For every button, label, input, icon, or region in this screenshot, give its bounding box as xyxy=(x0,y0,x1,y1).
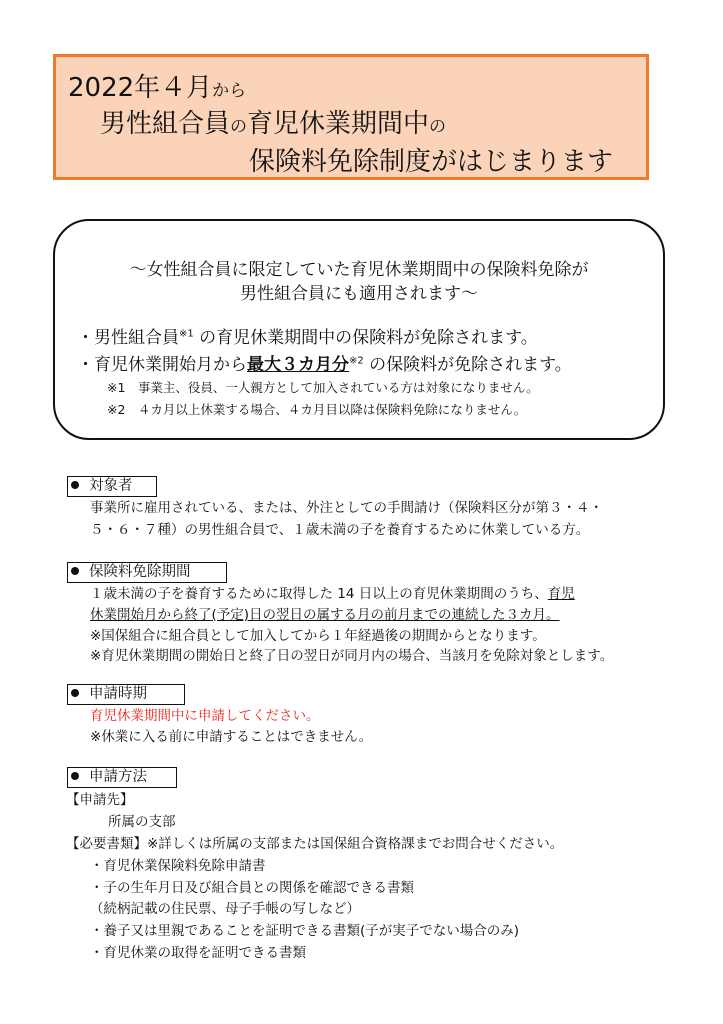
timing-line-2: ※休業に入る前に申請することはできません。 xyxy=(90,729,373,745)
section-heading-target xyxy=(67,476,157,497)
title-particle-1: の xyxy=(230,117,248,137)
title-line-1 xyxy=(68,67,246,104)
notice-subtitle-2: 男性組合員にも適用されます～ xyxy=(240,284,478,304)
period-note-1: ※国保組合に組合員として加入してから１年経過後の期間からとなります。 xyxy=(90,628,546,644)
method-doc-2: ・子の生年月日及び組合員との関係を確認できる書類 xyxy=(90,880,414,896)
section-heading-timing xyxy=(67,684,185,705)
target-line-2: ５・６・７種）の男性組合員で、１歳未満の子を養育するために休業している方。 xyxy=(90,522,590,538)
period-note-2: ※育児休業期間の開始日と終了日の翌日が同月内の場合、当該月を免除対象とします。 xyxy=(90,648,614,664)
bullet-1-sup: ※1 xyxy=(179,328,194,340)
notice-bullet-2 xyxy=(77,350,572,375)
title-particle-2: の xyxy=(429,117,447,137)
title-banner xyxy=(53,54,649,180)
heading-label: 対象者 xyxy=(89,478,133,494)
period-line-1-plain: １歳未満の子を養育するために取得した 14 日以上の育児休業期間のうち、 xyxy=(90,586,548,602)
target-line-1: 事業所に雇用されている、または、外注としての手間請け（保険料区分が第３・４・ xyxy=(90,500,603,516)
title-childcare-period: 育児休業期間中 xyxy=(247,109,430,139)
method-doc-2-note: （続柄記載の住民票、母子手帳の写しなど） xyxy=(90,901,360,917)
heading-label: 申請方法 xyxy=(89,769,147,785)
bullet-1-pre: ・男性組合員 xyxy=(77,328,179,348)
bullet-2-sup: ※2 xyxy=(349,355,364,367)
section-heading-method xyxy=(67,767,177,788)
method-doc-4: ・育児休業の取得を証明できる書類 xyxy=(90,945,306,961)
title-line-3: 保険料免除制度がはじまります xyxy=(249,147,614,177)
method-dest-label: 【申請先】 xyxy=(66,792,134,808)
period-line-2: 休業開始月から終了(予定)日の翌日の属する月の前月までの連続した３カ月。 xyxy=(90,607,560,623)
method-docs-label: 【必要書類】※詳しくは所属の支部または国保組合資格課までお問合せください。 xyxy=(66,836,564,852)
title-date: 2022年４月 xyxy=(68,73,213,103)
bullet-dot-icon xyxy=(71,772,79,780)
notice-bullet-1 xyxy=(77,323,538,348)
title-from: から xyxy=(212,81,247,101)
title-line-2 xyxy=(100,103,446,140)
timing-line-1: 育児休業期間中に申請してください。 xyxy=(90,708,320,724)
notice-footnote-1: ※1 事業主、役員、一人親方として加入されている方は対象になりません。 xyxy=(107,380,539,395)
bullet-dot-icon xyxy=(71,689,79,697)
notice-box xyxy=(53,219,665,440)
method-doc-3: ・養子又は里親であることを証明できる書類(子が実子でない場合のみ) xyxy=(90,923,520,939)
notice-footnote-2: ※2 ４カ月以上休業する場合、４カ月目以降は保険料免除になりません。 xyxy=(107,402,527,417)
heading-label: 保険料免除期間 xyxy=(89,564,191,580)
method-dest-value: 所属の支部 xyxy=(108,814,176,830)
notice-subtitle-1: ～女性組合員に限定していた育児休業期間中の保険料免除が xyxy=(129,260,589,280)
period-line-1-underlined: 育児 xyxy=(547,586,575,602)
bullet-2-post: の保険料が免除されます。 xyxy=(363,355,572,375)
section-heading-period xyxy=(67,562,227,583)
bullet-dot-icon xyxy=(71,567,79,575)
heading-label: 申請時期 xyxy=(89,686,147,702)
bullet-2-pre: ・育児休業開始月から xyxy=(77,355,247,375)
bullet-2-emphasis: 最大３カ月分 xyxy=(247,355,349,375)
bullet-1-post: の育児休業期間中の保険料が免除されます。 xyxy=(193,328,538,348)
period-line-1 xyxy=(90,584,575,604)
bullet-dot-icon xyxy=(71,481,79,489)
title-male-members: 男性組合員 xyxy=(100,109,231,139)
method-doc-1: ・育児休業保険料免除申請書 xyxy=(90,858,266,874)
